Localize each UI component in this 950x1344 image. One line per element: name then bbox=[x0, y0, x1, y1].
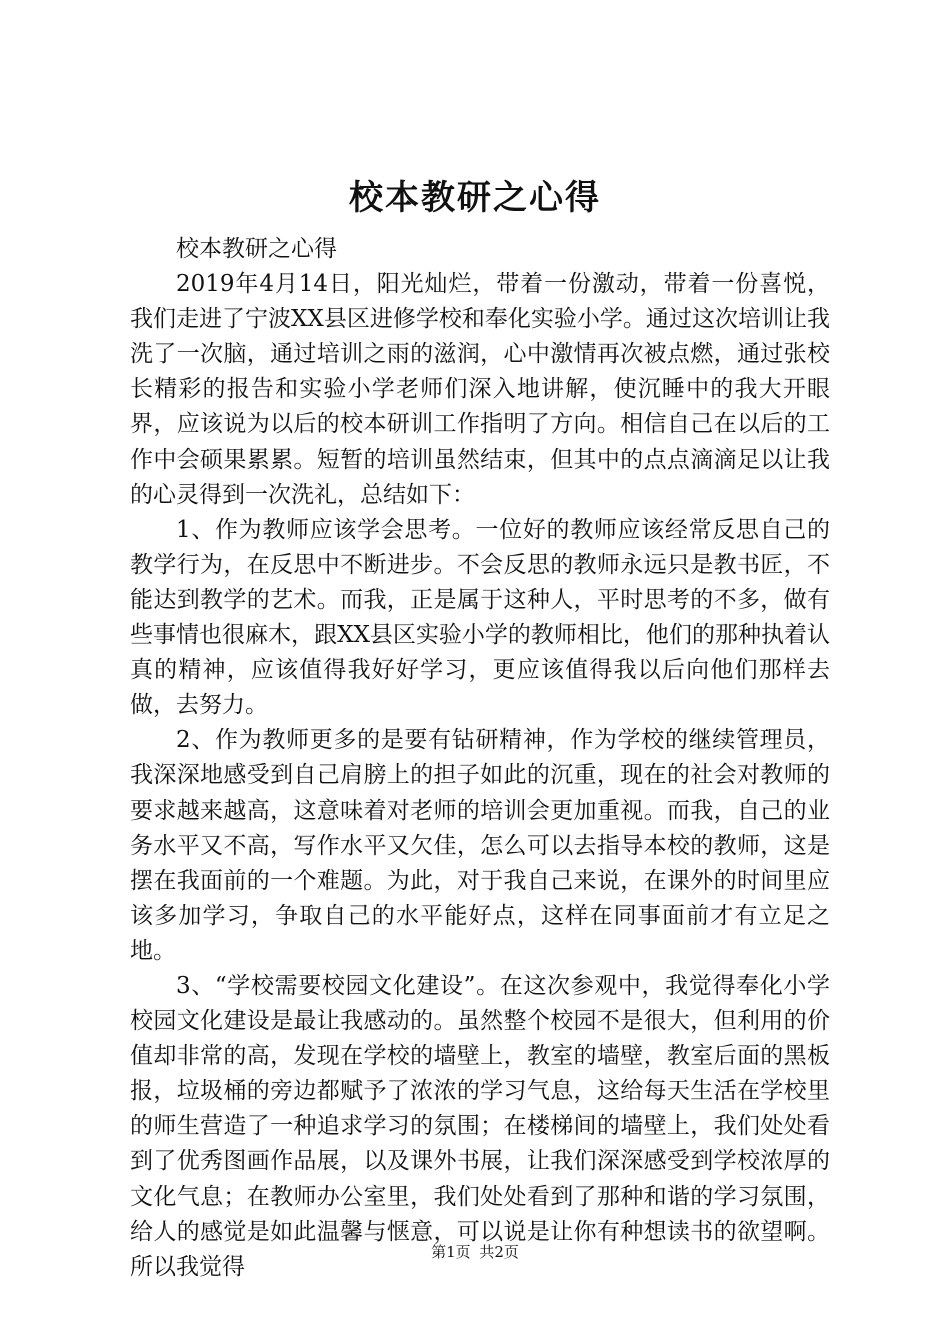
paragraph-point-2: 2、作为教师更多的是要有钻研精神，作为学校的继续管理员，我深深地感受到自己肩膀上的担子如此的沉重，现在的社会对教师的要求越来越高，这意味着对老师的培训会更加重视。而我，自己的业务水平又不高，写作水平又欠佳，怎么可以去指导本校的教师，这是摆在我面前的一个难题。为此，对于我自己来说，在课外的时间里应该多加学习，争取自己的水平能好点，这样在同事面前才有立足之地。 bbox=[130, 727, 830, 964]
page-count: 共2页 bbox=[479, 1243, 519, 1261]
paragraph-intro: 2019年4月14日，阳光灿烂，带着一份激动，带着一份喜悦，我们走进了宁波XX县区进修学校和奉化实验小学。通过这次培训让我洗了一次脑，通过培训之雨的滋润，心中激情再次被点燃，通过张校长精彩的报告和实验小学老师们深入地讲解，使沉睡中的我大开眼界，应该说为以后的校本研训工作指明了方向。相信自己在以后的工作中会硕果累累。短暂的培训虽然结束，但其中的点点滴滴足以让我的心灵得到一次洗礼，总结如下： bbox=[130, 271, 830, 508]
paragraph-point-3: 3、“学校需要校园文化建设”。在这次参观中，我觉得奉化小学校园文化建设是最让我感动的。虽然整个校园不是很大，但利用的价值却非常的高，发现在学校的墙壁上，教室的墙壁，教室后面的黑板报，垃圾桶的旁边都赋予了浓浓的学习气息，这给每天生活在学校里的师生营造了一种追求学习的氛围；在楼梯间的墙壁上，我们处处看到了优秀图画作品展，以及课外书展，让我们深深感受到学校浓厚的文化气息；在教师办公室里，我们处处看到了那种和谐的学习氛围，给人的感觉是如此温馨与惬意，可以说是让你有种想读书的欲望啊。所以我觉得 bbox=[130, 972, 830, 1280]
paragraph-point-1: 1、作为教师应该学会思考。一位好的教师应该经常反思自己的教学行为，在反思中不断进步。不会反思的教师永远只是教书匠，不能达到教学的艺术。而我，正是属于这种人，平时思考的不多，做有些事情也很麻木，跟XX县区实验小学的教师相比，他们的那种执着认真的精神，应该值得我好好学习，更应该值得我以后向他们那样去做，去努力。 bbox=[130, 516, 830, 719]
document-title: 校本教研之心得 bbox=[349, 178, 601, 218]
document-body bbox=[130, 232, 830, 1285]
page-number: 第1页 bbox=[431, 1243, 471, 1261]
page-footer bbox=[0, 1242, 950, 1262]
paragraph-subtitle: 校本教研之心得 bbox=[176, 236, 337, 262]
